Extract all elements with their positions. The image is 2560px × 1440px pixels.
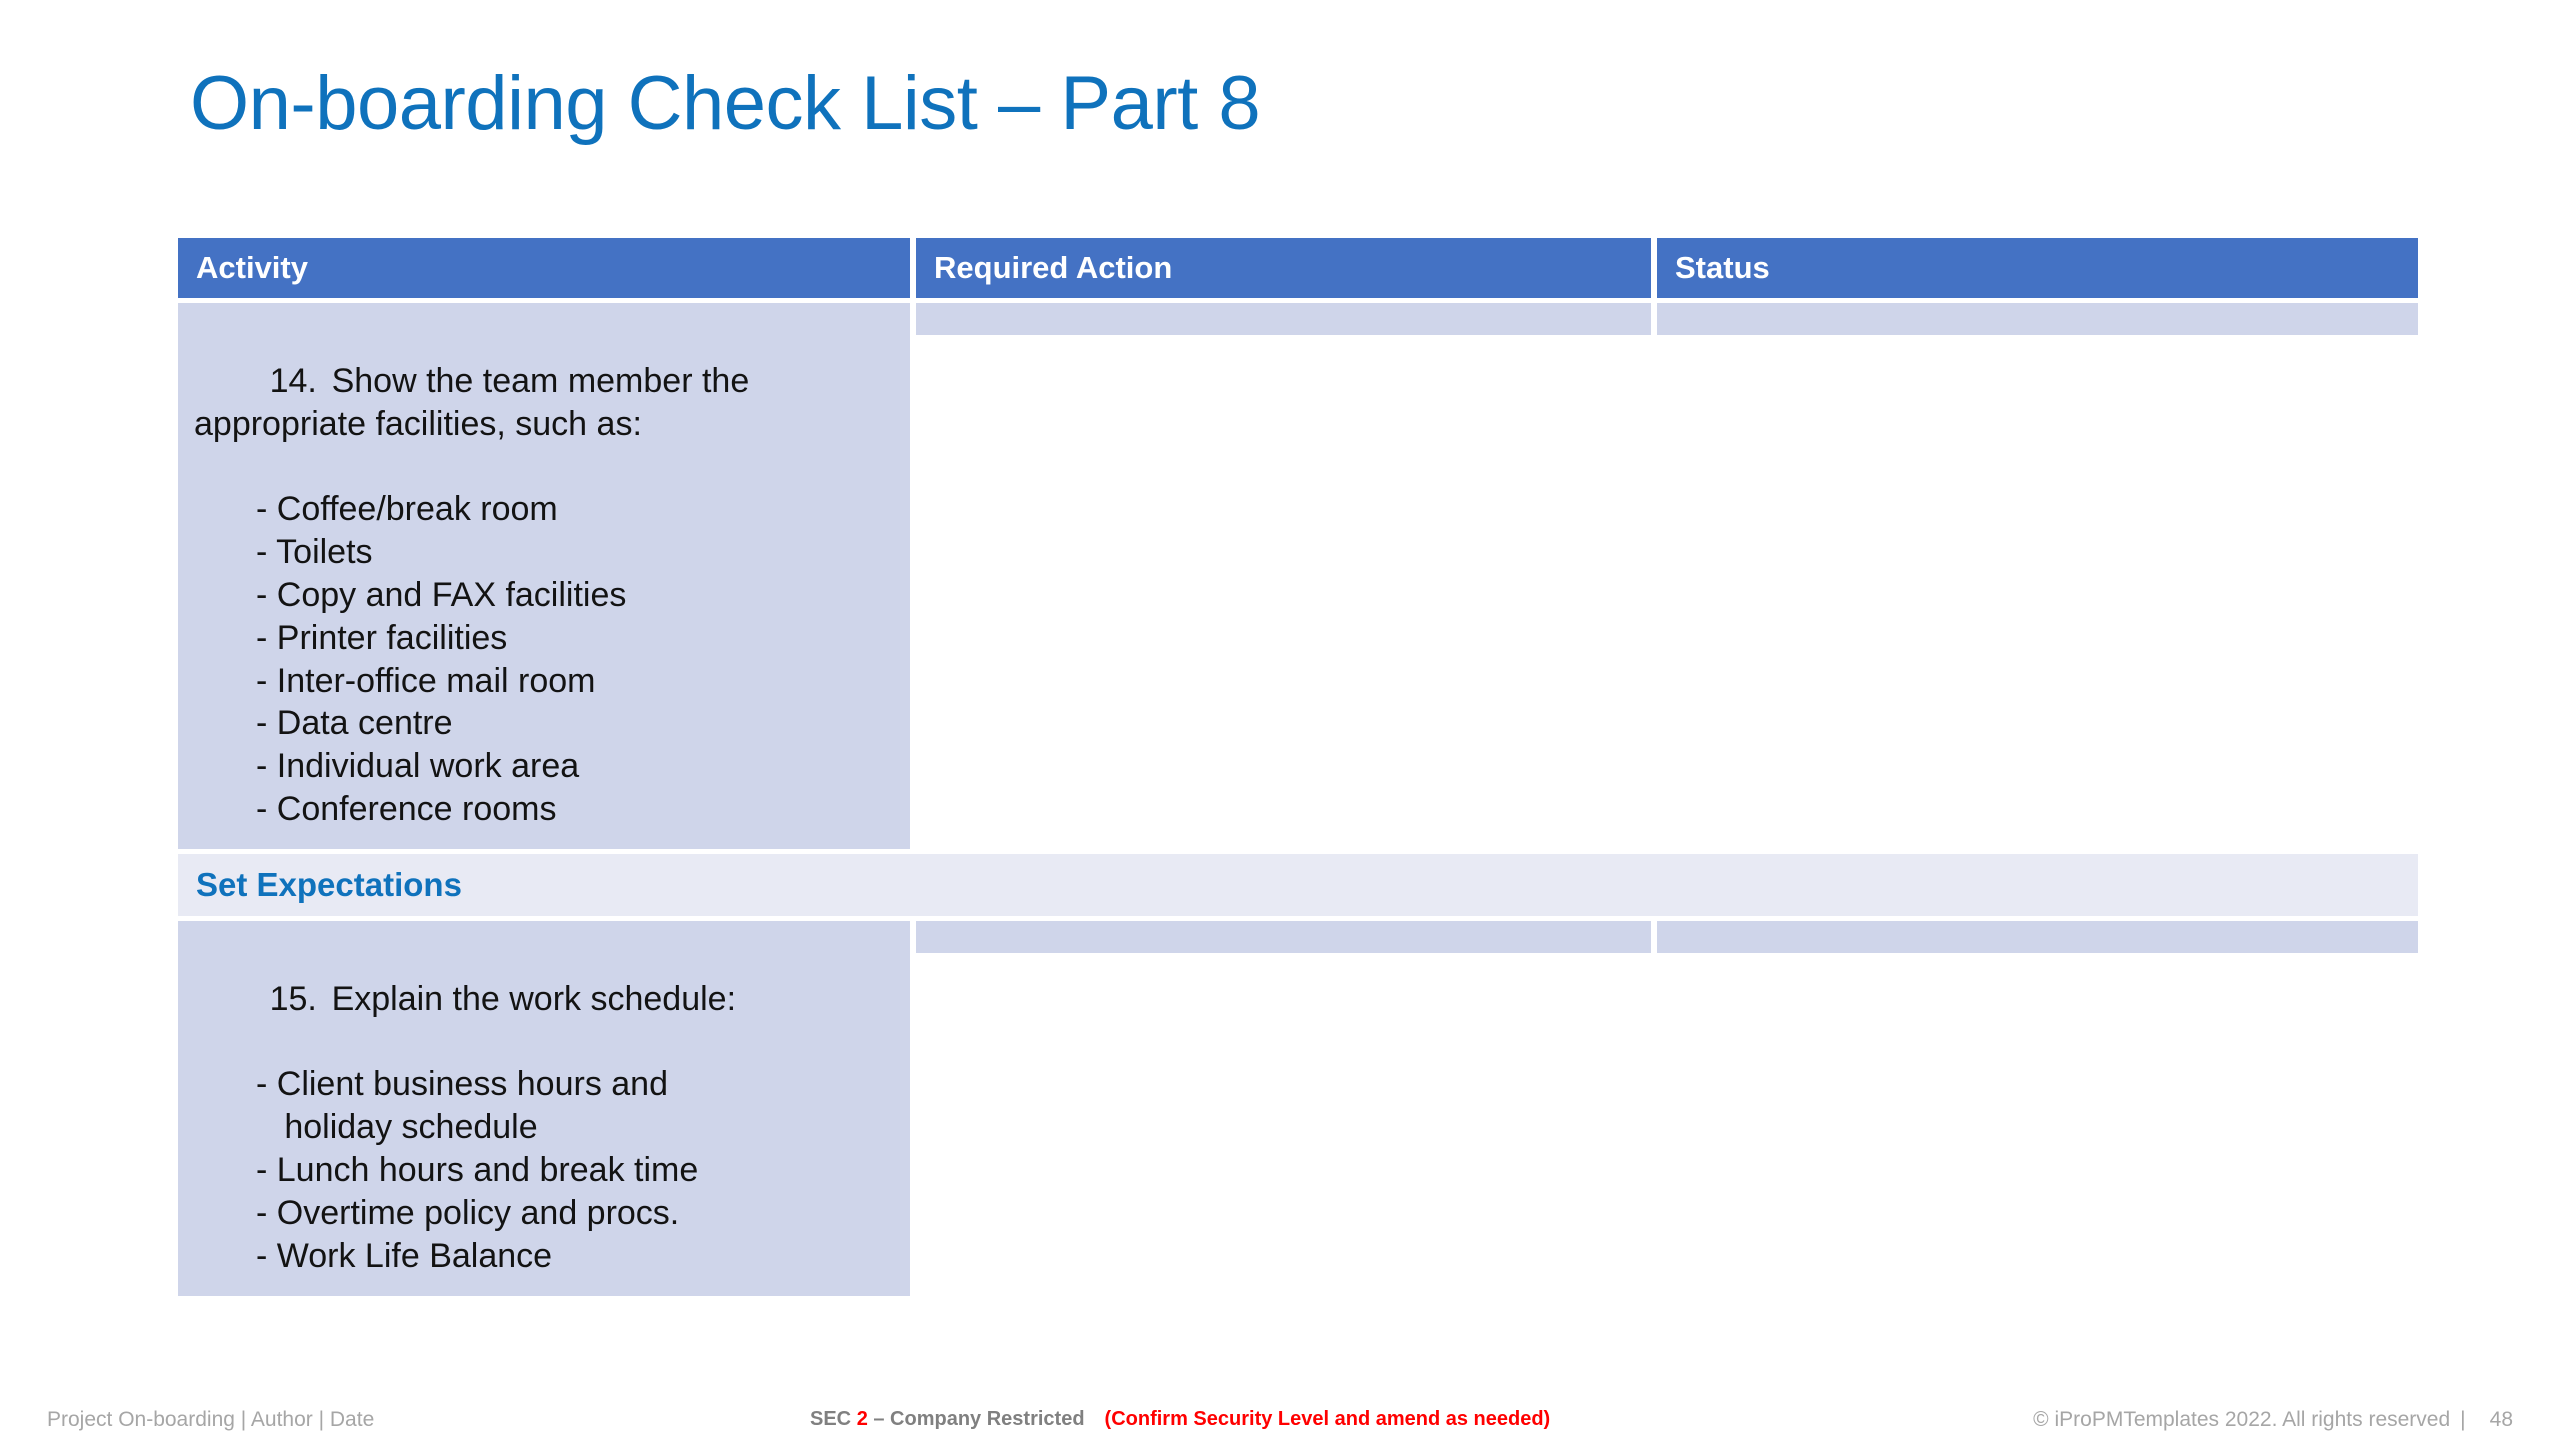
list-item: - Work Life Balance bbox=[256, 1236, 553, 1275]
list-item: - Printer facilities bbox=[256, 618, 508, 657]
table-header-row bbox=[178, 238, 2418, 298]
activity-number: 14. bbox=[269, 361, 317, 400]
footer-security-classification bbox=[810, 1408, 1550, 1431]
list-item: holiday schedule bbox=[256, 1108, 538, 1147]
footer-left-text: Project On-boarding | Author | Date bbox=[47, 1408, 375, 1431]
section-row-set-expectations bbox=[178, 854, 2418, 916]
footer-sec-note: (Confirm Security Level and amend as needed) bbox=[1104, 1408, 1551, 1430]
table-row bbox=[178, 303, 2418, 849]
activity-cell bbox=[178, 303, 910, 849]
activity-heading bbox=[194, 935, 894, 1063]
required-action-cell[interactable] bbox=[916, 303, 1651, 335]
footer-separator: | bbox=[2460, 1408, 2466, 1431]
activity-heading bbox=[194, 317, 894, 488]
footer-sec-prefix: SEC bbox=[810, 1408, 857, 1430]
list-item: - Coffee/break room bbox=[256, 490, 558, 529]
section-label: Set Expectations bbox=[196, 865, 462, 903]
page-number: 48 bbox=[2489, 1408, 2513, 1431]
activity-heading-text: Show the team member the appropriate facilities, such as: bbox=[194, 361, 759, 443]
status-cell[interactable] bbox=[1657, 921, 2418, 953]
footer-right-text bbox=[2033, 1408, 2513, 1432]
activity-number: 15. bbox=[269, 979, 317, 1018]
slide-footer bbox=[0, 1408, 2560, 1440]
list-item: - Overtime policy and procs. bbox=[256, 1193, 680, 1232]
list-item: - Lunch hours and break time bbox=[256, 1151, 699, 1190]
checklist-table bbox=[178, 238, 2418, 1301]
activity-cell bbox=[178, 921, 910, 1296]
list-item: - Individual work area bbox=[256, 747, 580, 786]
activity-sub-list bbox=[194, 1063, 894, 1277]
list-item: - Client business hours and bbox=[256, 1065, 669, 1104]
column-header-required-action: Required Action bbox=[916, 238, 1651, 298]
list-item: - Conference rooms bbox=[256, 790, 557, 829]
footer-copyright: © iProPMTemplates 2022. All rights reserved bbox=[2033, 1408, 2451, 1431]
footer-sec-suffix: – Company Restricted bbox=[867, 1408, 1085, 1430]
list-item: - Inter-office mail room bbox=[256, 661, 596, 700]
status-cell[interactable] bbox=[1657, 303, 2418, 335]
column-header-status: Status bbox=[1657, 238, 2418, 298]
list-item: - Toilets bbox=[256, 533, 373, 572]
activity-heading-text: Explain the work schedule: bbox=[331, 979, 737, 1018]
required-action-cell[interactable] bbox=[916, 921, 1651, 953]
table-row bbox=[178, 921, 2418, 1296]
activity-sub-list bbox=[194, 488, 894, 831]
footer-sec-level: 2 bbox=[856, 1408, 868, 1430]
column-header-activity: Activity bbox=[178, 238, 910, 298]
list-item: - Copy and FAX facilities bbox=[256, 575, 627, 614]
list-item: - Data centre bbox=[256, 704, 453, 743]
page-title: On-boarding Check List – Part 8 bbox=[190, 61, 1261, 146]
